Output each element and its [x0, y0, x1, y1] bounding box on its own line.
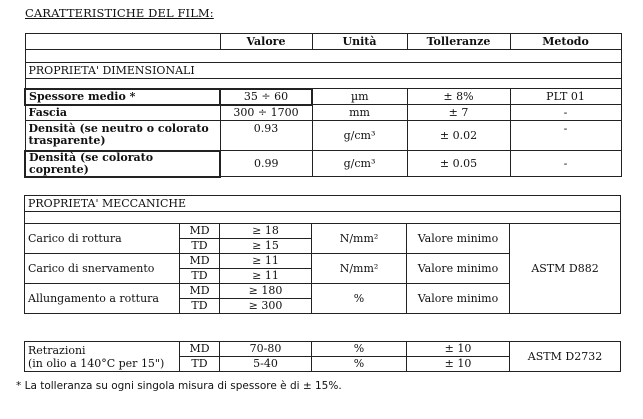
- row-tolerance: Valore minimo: [407, 224, 510, 254]
- shrink-label-line1: Retrazioni: [28, 343, 86, 357]
- row-value-td: 5-40: [220, 357, 312, 372]
- direction-md: MD: [180, 254, 220, 269]
- shrink-method: ASTM D2732: [510, 342, 621, 372]
- direction-td: TD: [180, 269, 220, 284]
- row-unit: mm: [312, 105, 407, 121]
- header-tolleranze: Tolleranze: [407, 34, 510, 50]
- row-method: -: [510, 151, 621, 177]
- row-value-td: ≥ 15: [220, 239, 312, 254]
- row-unit: N/mm²: [312, 224, 407, 254]
- shrink-table: [24, 341, 621, 372]
- table-row: [25, 89, 621, 105]
- spacer-row: [25, 79, 621, 89]
- section-title-row: [25, 63, 621, 79]
- section-heading: CARATTERISTICHE DEL FILM:: [25, 6, 214, 20]
- row-value-td: ≥ 300: [220, 299, 312, 314]
- row-label: Carico di snervamento: [25, 254, 180, 284]
- row-tolerance: Valore minimo: [407, 254, 510, 284]
- row-method: -: [510, 121, 621, 151]
- header-valore: Valore: [220, 34, 312, 50]
- direction-md: MD: [180, 284, 220, 299]
- row-value: 300 ÷ 1700: [220, 105, 312, 121]
- mechanical-table: [24, 195, 621, 314]
- dimensional-table: [24, 33, 622, 178]
- direction-md: MD: [180, 224, 220, 239]
- table-row: [25, 224, 621, 239]
- row-value-md: ≥ 18: [220, 224, 312, 239]
- section-title-row: [25, 196, 621, 212]
- row-tolerance: ± 8%: [407, 89, 510, 105]
- row-value: 0.93: [220, 121, 312, 151]
- direction-td: TD: [180, 239, 220, 254]
- row-unit-md: %: [312, 342, 407, 357]
- direction-md: MD: [180, 342, 220, 357]
- direction-td: TD: [180, 357, 220, 372]
- row-unit-td: %: [312, 357, 407, 372]
- table-row: [25, 151, 621, 177]
- table-row: [25, 105, 621, 121]
- row-unit: µm: [312, 89, 407, 105]
- dimensional-section-title: PROPRIETA' DIMENSIONALI: [25, 63, 621, 79]
- row-value-md: ≥ 180: [220, 284, 312, 299]
- row-label: Densità (se neutro o colorato trasparente): [25, 121, 220, 151]
- shrink-label: [25, 342, 180, 372]
- row-unit: g/cm³: [312, 121, 407, 151]
- row-label: Densità (se colorato coprente): [25, 151, 220, 177]
- row-value-md: 70-80: [220, 342, 312, 357]
- mechanical-method: ASTM D882: [510, 224, 621, 314]
- row-tolerance-md: ± 10: [407, 342, 510, 357]
- row-label: Carico di rottura: [25, 224, 180, 254]
- row-unit: %: [312, 284, 407, 314]
- spacer-row: [25, 212, 621, 224]
- row-value-td: ≥ 11: [220, 269, 312, 284]
- header-unita: Unità: [312, 34, 407, 50]
- row-label: Fascia: [25, 105, 220, 121]
- row-unit: g/cm³: [312, 151, 407, 177]
- header-row: [25, 34, 621, 50]
- row-tolerance: Valore minimo: [407, 284, 510, 314]
- row-label: Spessore medio *: [25, 89, 220, 105]
- row-unit: N/mm²: [312, 254, 407, 284]
- mechanical-section-title: PROPRIETA' MECCANICHE: [25, 196, 621, 212]
- table-row: [25, 121, 621, 151]
- footnote: * La tolleranza su ogni singola misura di spessore è di ± 15%.: [16, 380, 342, 392]
- direction-td: TD: [180, 299, 220, 314]
- table-row: [25, 342, 621, 357]
- header-metodo: Metodo: [510, 34, 621, 50]
- row-method: -: [510, 105, 621, 121]
- row-value-md: ≥ 11: [220, 254, 312, 269]
- row-value: 0.99: [220, 151, 312, 177]
- row-tolerance: ± 0.05: [407, 151, 510, 177]
- spacer-row: [25, 50, 621, 63]
- shrink-label-line2: (in olio a 140°C per 15"): [28, 356, 165, 370]
- row-tolerance-td: ± 10: [407, 357, 510, 372]
- row-tolerance: ± 7: [407, 105, 510, 121]
- header-blank: [25, 34, 220, 50]
- row-tolerance: ± 0.02: [407, 121, 510, 151]
- row-label: Allungamento a rottura: [25, 284, 180, 314]
- row-value: 35 ÷ 60: [220, 89, 312, 105]
- row-method: PLT 01: [510, 89, 621, 105]
